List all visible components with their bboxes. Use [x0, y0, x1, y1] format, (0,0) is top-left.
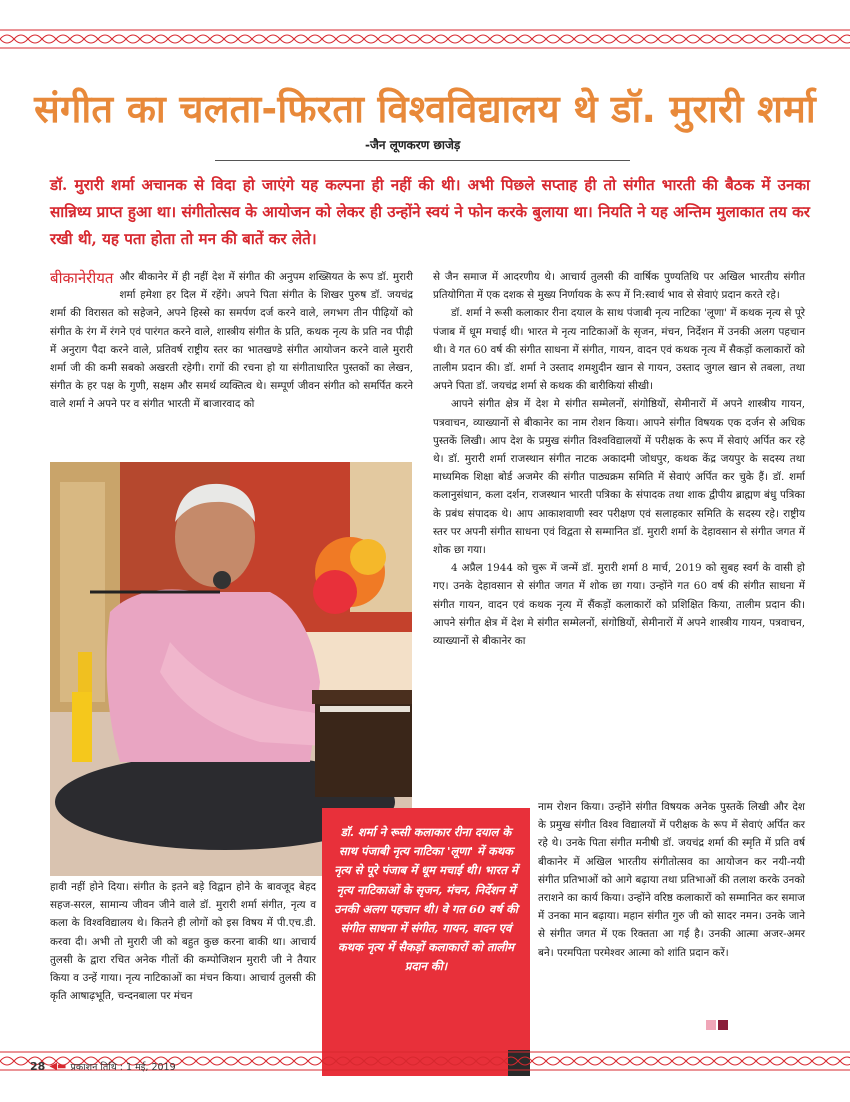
- page-number: 28: [30, 1060, 46, 1073]
- border-motif: [644, 35, 658, 43]
- border-motif: [714, 1057, 728, 1065]
- border-motif: [756, 35, 770, 43]
- border-motif: [644, 1057, 658, 1065]
- border-motif: [672, 35, 686, 43]
- border-motif: [686, 1057, 700, 1065]
- border-motif: [686, 35, 700, 43]
- border-motif: [756, 1057, 770, 1065]
- border-motif: [588, 1057, 602, 1065]
- right-paragraph-5: नाम रोशन किया। उन्होंने संगीत विषयक अनेक पुस्तकें लिखी और देश के प्रमुख संगीत विश्व विद्यालयों में परीक्षक के रूप में सेवाएं अर्पित कर रहे थे। उनके पिता संगीत मनीषी डॉ. जयचंद्र शर्मा की स्मृति में प्रति वर्ष बीकानेर में अखिल भारतीय संगीतोत्सव का आयोजन कर नयी-नयी संगीत प्रतिभाओं को आगे बढ़ाया तथा प्रतिभाओं की तलाश करके उनको तराशने का कार्य किया। उन्होंने वरिष्ठ कलाकारों को सम्मानित कर समाज में उनका मान बढ़ाया। महान संगीत गुरु जी को सादर नमन। उनके जाने से संगीत जगत में एक रिक्तता आ गई है। उनकी आत्मा अजर-अमर बने। परमपिता परमेश्वर आत्मा को शांति प्रदान करें।: [538, 801, 805, 959]
- border-motif: [112, 35, 126, 43]
- fish-icon: ◀▬: [49, 1061, 67, 1072]
- border-motif: [784, 35, 798, 43]
- border-motif: [574, 1057, 588, 1065]
- left-bottom-paragraph: हावी नहीं होने दिया। संगीत के इतने बड़े विद्वान होने के बावजूद बेहद सहज-सरल, सामान्य जीवन जीने वाले डॉ. मुरारी शर्मा संगीत, नृत्य व कला के विश्वविद्यालय थे। कितने ही लोगों को इस विषय में पी.एच.डी. करवा दी। अभी तो मुरारी जी को बहुत कुछ करना बाकी था। आचार्य तुलसी के द्वारा रचित अनेक गीतों की कम्पोजिशन मुरारी जी ने तैयार किया व उन्हें गाया। नृत्य नाटिकाओं का मंचन किया। आचार्य तुलसी की कृति आषाढ़भूति, चन्दनबाला पर मंचन: [50, 881, 316, 1003]
- border-motif: [336, 1057, 350, 1065]
- left-column-bottom: [50, 878, 316, 1005]
- border-motif: [658, 35, 672, 43]
- border-motif: [42, 35, 56, 43]
- border-motif: [182, 35, 196, 43]
- border-motif: [252, 1057, 266, 1065]
- border-motif: [196, 35, 210, 43]
- border-motif: [406, 1057, 420, 1065]
- border-motif: [448, 35, 462, 43]
- border-motif: [196, 1057, 210, 1065]
- border-motif: [224, 35, 238, 43]
- border-motif: [378, 35, 392, 43]
- border-motif: [126, 35, 140, 43]
- border-motif: [308, 1057, 322, 1065]
- border-motif: [0, 1057, 14, 1065]
- border-motif: [840, 1057, 850, 1065]
- publication-date: प्रकाशन तिथि : 1 मई, 2019: [70, 1062, 176, 1073]
- border-motif: [462, 35, 476, 43]
- border-motif: [700, 35, 714, 43]
- border-motif: [98, 35, 112, 43]
- border-motif: [742, 35, 756, 43]
- border-motif: [434, 35, 448, 43]
- border-motif: [588, 35, 602, 43]
- border-motif: [840, 35, 850, 43]
- border-motif: [392, 35, 406, 43]
- border-motif: [322, 1057, 336, 1065]
- border-motif: [56, 35, 70, 43]
- border-motif: [238, 1057, 252, 1065]
- border-motif: [490, 35, 504, 43]
- border-motif: [532, 35, 546, 43]
- border-motif: [798, 1057, 812, 1065]
- pull-quote-text: डॉ. शर्मा ने रूसी कलाकार रीना दयाल के साथ पंजाबी नृत्य नाटिका 'लूणा' में कथक नृत्य से पूरे पंजाब में धूम मचाई थी। भारत में नृत्य नाटिकाओं के सृजन, मंचन, निर्देशन में उनकी अलग पहचान थी। वे गत 60 वर्ष की संगीत साधना में संगीत, गायन, वादन एवं कथक नृत्य में सैकड़ों कलाकारों को तालीम प्रदान की।: [334, 825, 518, 974]
- left-column-top: [50, 268, 413, 414]
- border-motif: [602, 35, 616, 43]
- border-motif: [350, 35, 364, 43]
- border-motif: [252, 35, 266, 43]
- border-motif: [266, 35, 280, 43]
- author-byline: -जैन लूणकरण छाजेड़: [365, 138, 461, 152]
- border-motif: [784, 1057, 798, 1065]
- end-square-pink: [706, 1020, 716, 1030]
- border-motif: [350, 1057, 364, 1065]
- right-paragraph-2: डॉ. शर्मा ने रूसी कलाकार रीना दयाल के साथ पंजाबी नृत्य नाटिका 'लूणा' में कथक नृत्य से पूरे पंजाब में धूम मचाई थी। भारत मे नृत्य नाटिकाओं के सृजन, मंचन, निर्देशन में उनकी अलग पहचान थी। वे गत 60 वर्ष की संगीत साधना में संगीत, गायन, वादन एवं कथक नृत्य में सैकड़ों कलाकारों को तालीम प्रदान की। डॉ. शर्मा ने उस्ताद शमशुदीन खान से गायन, उस्ताद जुगल खान से तबला, तथा अपने पिता डॉ. जयचंद्र शर्मा से कथक की बारीकियां सीखी।: [433, 307, 805, 393]
- border-motif: [504, 1057, 518, 1065]
- border-motif: [420, 1057, 434, 1065]
- right-column-top: [433, 268, 805, 650]
- border-motif: [728, 35, 742, 43]
- border-motif: [714, 35, 728, 43]
- border-motif: [14, 1057, 28, 1065]
- border-motif: [630, 35, 644, 43]
- border-motif: [518, 1057, 532, 1065]
- right-paragraph-3: आपने संगीत क्षेत्र में देश मे संगीत सम्मेलनों, संगोष्ठियों, सेमीनारों में अपने शास्त्रीय गायन, पत्रवाचन, व्याख्यानों से बीकानेर का नाम रोशन किया। आपने संगीत विषयक एक दर्जन से अधिक पुस्तकें लिखी। आप देश के प्रमुख संगीत विश्वविद्यालयों में परीक्षक के रूप में सेवाएं अर्पित कर रहे थे। डॉ. मुरारी शर्मा राजस्थान संगीत नाटक अकादमी जोधपुर, कथक केंद्र जयपुर के सदस्य तथा माध्यमिक शिक्षा बोर्ड अजमेर की संगीत पाठ्यक्रम समिति में सेवाएं अर्पित कर चुके हैं। डॉ. शर्मा कलानुसंधान, कला दर्शन, राजस्थान भारती पत्रिका के संपादक तथा शाक द्वीपीय ब्राह्मण बंधु पत्रिका के प्रबंध संपादक थे। आप आकाशवाणी स्वर परीक्षण एवं सलाहकार समिति के सदस्य रहे। राष्ट्रीय स्तर पर अपनी संगीत साधना एवं विद्वता से सम्मानित डॉ. मुरारी शर्मा के देहावसान से संगीत जगत में शोक छा गया।: [433, 398, 805, 557]
- border-motif: [364, 35, 378, 43]
- border-motif: [602, 1057, 616, 1065]
- border-motif: [462, 1057, 476, 1065]
- border-motif: [420, 35, 434, 43]
- border-motif: [728, 1057, 742, 1065]
- border-motif: [434, 1057, 448, 1065]
- border-motif: [504, 35, 518, 43]
- border-motif: [630, 1057, 644, 1065]
- border-motif: [140, 35, 154, 43]
- border-motif: [546, 35, 560, 43]
- border-motif: [546, 1057, 560, 1065]
- border-motif: [770, 35, 784, 43]
- border-motif: [238, 35, 252, 43]
- border-motif: [770, 1057, 784, 1065]
- border-motif: [14, 35, 28, 43]
- border-motif: [798, 35, 812, 43]
- border-motif: [28, 35, 42, 43]
- border-motif: [658, 1057, 672, 1065]
- border-motif: [812, 1057, 826, 1065]
- border-motif: [0, 35, 14, 43]
- top-decorative-border: [0, 28, 850, 50]
- right-paragraph-4: 4 अप्रैल 1944 को चुरू में जन्में डॉ. मुरारी शर्मा 8 मार्च, 2019 को सुबह स्वर्ग के वासी हो गए। उनके देहावसान से संगीत जगत में शोक छा गया। उन्होंने गत 60 वर्ष की संगीत साधना में संगीत गायन, वादन एवं कथक नृत्य में सैंकड़ों कलाकारों को प्रशिक्षित किया, तालीम प्रदान की। आपने संगीत क्षेत्र में देश मे संगीत सम्मेलनों, संगोष्ठियों, सेमीनारों में अपने शास्त्रीय गायन, पत्रवाचन, व्याख्यानों से बीकानेर का: [433, 562, 805, 648]
- intro-paragraph: डॉ. मुरारी शर्मा अचानक से विदा हो जाएंगे यह कल्पना ही नहीं की थी। अभी पिछले सप्ताह ही तो संगीत भारती की बैठक में उनका सान्निध्य प्राप्त हुआ था। संगीतोत्सव के आयोजन को लेकर ही उन्होंने स्वयं ने फोन करके बुलाया था। नियति ने यह अन्तिम मुलाकात तय कर रखी थी, यह पता होता तो मन की बातें कर लेते।: [50, 176, 810, 248]
- border-motif: [560, 35, 574, 43]
- border-motif: [154, 35, 168, 43]
- border-motif: [826, 35, 840, 43]
- border-motif: [532, 1057, 546, 1065]
- border-motif: [616, 35, 630, 43]
- border-motif: [392, 1057, 406, 1065]
- border-motif: [168, 35, 182, 43]
- border-motif: [812, 35, 826, 43]
- border-motif: [336, 35, 350, 43]
- article-title: संगीत का चलता-फिरता विश्वविद्यालय थे डॉ. मुरारी शर्मा: [34, 87, 816, 131]
- border-motif: [616, 1057, 630, 1065]
- dateline: बीकानेरीयत: [50, 269, 114, 287]
- border-motif: [182, 1057, 196, 1065]
- border-motif: [280, 1057, 294, 1065]
- end-square-maroon: [718, 1020, 728, 1030]
- border-motif: [210, 35, 224, 43]
- border-motif: [364, 1057, 378, 1065]
- border-motif: [308, 35, 322, 43]
- border-motif: [490, 1057, 504, 1065]
- border-motif: [294, 35, 308, 43]
- border-motif: [266, 1057, 280, 1065]
- border-motif: [294, 1057, 308, 1065]
- border-motif: [476, 1057, 490, 1065]
- border-motif: [518, 35, 532, 43]
- border-motif: [224, 1057, 238, 1065]
- border-motif: [406, 35, 420, 43]
- border-motif: [84, 35, 98, 43]
- border-motif: [210, 1057, 224, 1065]
- divider: [215, 160, 630, 161]
- border-motif: [322, 35, 336, 43]
- border-motif: [826, 1057, 840, 1065]
- border-motif: [574, 35, 588, 43]
- right-paragraph-1: से जैन समाज में आदरणीय थे। आचार्य तुलसी की वार्षिक पुण्यतिथि पर अखिल भारतीय संगीत प्रतियोगिता में एक दशक से मुख्य निर्णायक के रूप में नि:स्वार्थ भाव से सेवाएं प्रदान करते रहे।: [433, 271, 805, 302]
- border-motif: [560, 1057, 574, 1065]
- border-motif: [742, 1057, 756, 1065]
- border-motif: [700, 1057, 714, 1065]
- border-motif: [672, 1057, 686, 1065]
- right-column-bottom: [538, 798, 805, 962]
- border-motif: [378, 1057, 392, 1065]
- border-motif: [70, 35, 84, 43]
- border-motif: [448, 1057, 462, 1065]
- page-footer: [30, 1060, 176, 1073]
- left-top-paragraph: और बीकानेर में ही नहीं देश में संगीत की अनुपम शख्सियत के रूप डॉ. मुरारी शर्मा हमेशा हर दिल में रहेंगे। अपने पिता संगीत के शिखर पुरुष डॉ. जयचंद्र शर्मा की विरासत को सहेजने, अपने हिस्से का समर्पण दर्ज करने वाले, लगभग तीन पीढ़ियों को संगीत के रंग में रंगने एवं पारंगत करने वाले, शास्त्रीय संगीत के प्रति, कथक नृत्य के प्रति नव पीढ़ी में अनुराग पैदा करने वाले, प्रतिवर्ष राष्ट्रीय स्तर का भातखण्डे संगीत आयोजन करने वाले मुरारी शर्मा जी की कमी सबको अखरती रहेगी। रागों की रचना हो या संगीताधारित पुस्तकों का लेखन, संगीत के हर पक्ष के गुणी, सक्षम और समर्थ व्यक्तित्व थे। सम्पूर्ण जीवन संगीत को समर्पित करने वाले शर्मा ने अपने पर व संगीत भारती में बाजारवाद को: [50, 271, 413, 411]
- border-motif: [280, 35, 294, 43]
- border-motif: [476, 35, 490, 43]
